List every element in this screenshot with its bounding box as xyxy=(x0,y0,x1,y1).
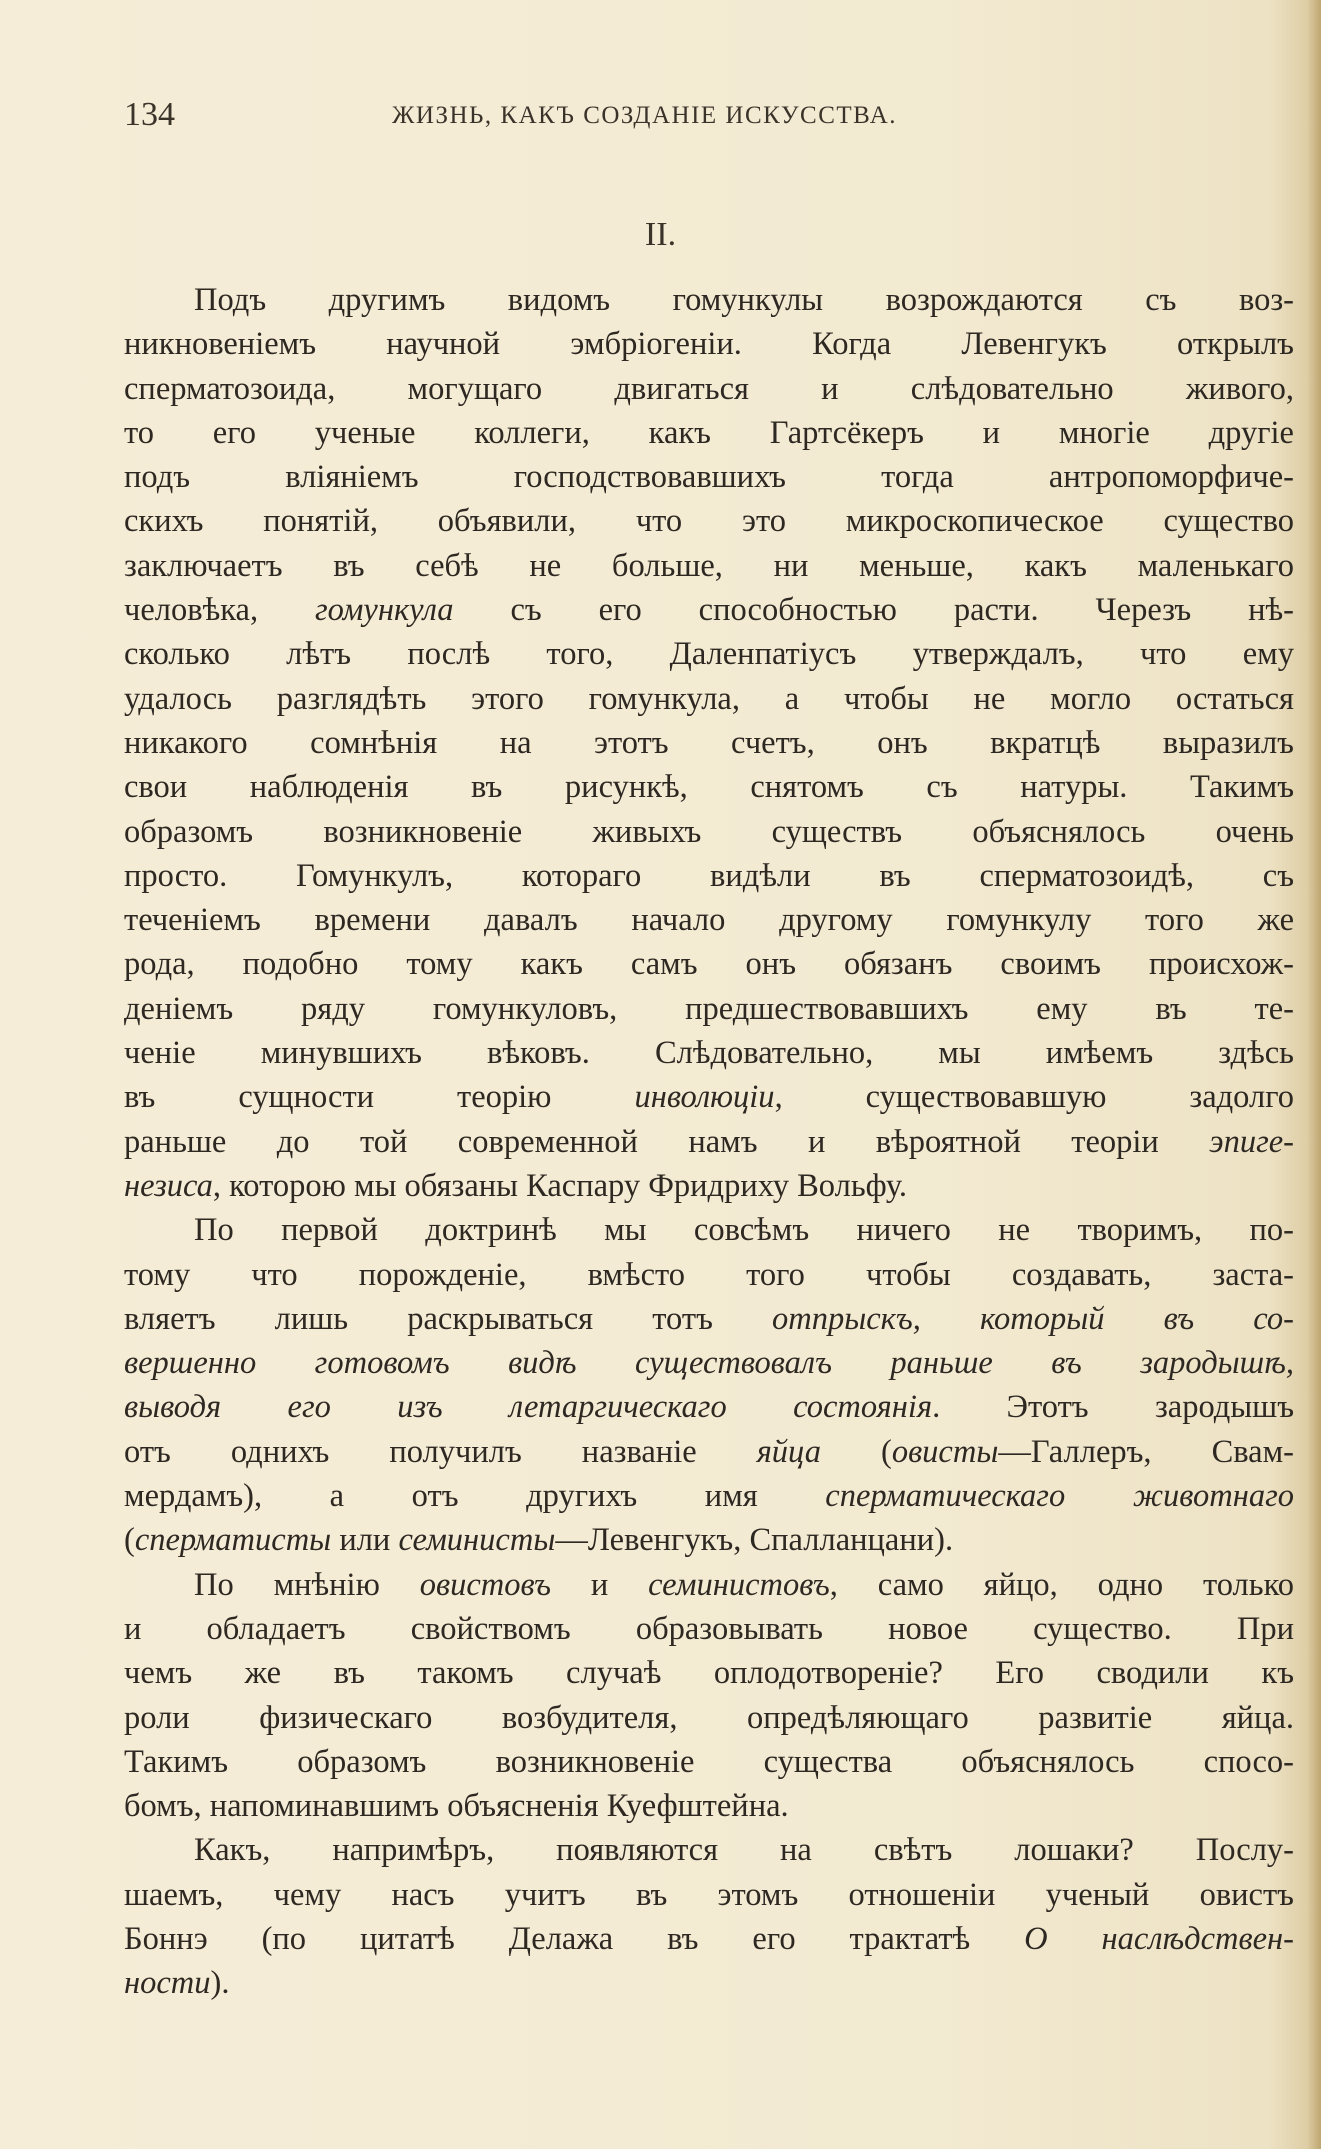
text-run: то его ученые коллеги, какъ Гартсёкеръ и многіе другіе xyxy=(124,414,1294,451)
text-run: деніемъ ряду гомункуловъ, предшествовавшихъ ему въ те- xyxy=(124,990,1294,1027)
text-run: , существовавшую задолго xyxy=(774,1079,1294,1116)
paragraph xyxy=(124,1828,1294,2005)
text-run: или xyxy=(331,1522,399,1559)
text-run: просто. Гомункулъ, котораго видѣли въ сперматозоидѣ, съ xyxy=(124,857,1294,894)
body-text xyxy=(124,278,1294,2006)
text-run: —Галлеръ, Свам- xyxy=(998,1433,1294,1470)
italic-text: семинистовъ xyxy=(648,1566,830,1603)
text-line xyxy=(124,1696,1294,1740)
page-edge-shadow xyxy=(1307,0,1321,2149)
text-run: человѣка, xyxy=(124,592,315,629)
italic-text: ности xyxy=(124,1965,211,2002)
page-number: 134 xyxy=(124,96,175,133)
italic-text: сперматисты xyxy=(134,1522,332,1559)
text-run: —Левенгукъ, Спалланцани). xyxy=(555,1522,954,1559)
text-line xyxy=(124,1784,1294,1828)
text-line xyxy=(124,278,1294,322)
text-run: Какъ, напримѣръ, появляются на свѣтъ лошаки? Послу- xyxy=(194,1832,1294,1869)
text-run: , само яйцо, одно только xyxy=(829,1566,1294,1603)
text-line xyxy=(124,810,1294,854)
paragraph xyxy=(124,1563,1294,1829)
text-run: сперматозоида, могущаго двигаться и слѣдовательно живого, xyxy=(124,370,1294,407)
text-line xyxy=(124,1297,1294,1341)
text-run: подъ вліяніемъ господствовавшихъ тогда антропоморфиче- xyxy=(124,459,1294,496)
text-line xyxy=(124,854,1294,898)
text-line xyxy=(124,1120,1294,1164)
section-number: II. xyxy=(644,216,677,253)
text-line xyxy=(124,1164,1294,1208)
text-line xyxy=(124,499,1294,543)
text-run: . Этотъ зародышъ xyxy=(932,1389,1294,1426)
text-run: ). xyxy=(210,1965,230,2002)
text-run: заключаетъ въ себѣ не больше, ни меньше, какъ маленькаго xyxy=(124,547,1294,584)
text-run: ченіе минувшихъ вѣковъ. Слѣдовательно, мы имѣемъ здѣсь xyxy=(124,1035,1294,1072)
text-run: удалось разглядѣть этого гомункула, а чтобы не могло остаться xyxy=(124,680,1294,717)
text-line xyxy=(124,322,1294,366)
text-run: роли физическаго возбудителя, опредѣляющаго развитіе яйца. xyxy=(124,1699,1294,1736)
text-run: Подъ другимъ видомъ гомункулы возрождаются съ воз- xyxy=(194,282,1294,318)
text-line xyxy=(124,1430,1294,1474)
text-run: вляетъ лишь раскрываться тотъ xyxy=(124,1300,773,1337)
text-line xyxy=(124,942,1294,986)
text-line xyxy=(124,677,1294,721)
text-run: отъ однихъ получилъ названіе xyxy=(124,1433,757,1470)
italic-text: сперматическаго животнаго xyxy=(825,1478,1294,1515)
text-line xyxy=(124,1607,1294,1651)
text-run: По мнѣнію xyxy=(194,1566,420,1603)
text-line xyxy=(124,1873,1294,1917)
text-run: тому что порожденіе, вмѣсто того чтобы создавать, заста- xyxy=(124,1256,1294,1293)
text-line xyxy=(124,1341,1294,1385)
italic-text: инволюціи xyxy=(634,1079,775,1116)
text-run: теченіемъ времени давалъ начало другому гомункулу того же xyxy=(124,902,1294,939)
text-line xyxy=(124,1031,1294,1075)
text-line xyxy=(124,1518,1294,1562)
text-line xyxy=(124,1961,1294,2005)
text-run: и xyxy=(551,1566,649,1603)
text-line xyxy=(124,1208,1294,1252)
text-run: шаемъ, чему насъ учитъ въ этомъ отношеніи ученый овистъ xyxy=(124,1876,1294,1913)
text-line xyxy=(124,455,1294,499)
text-run: мердамъ), а отъ другихъ имя xyxy=(124,1478,826,1515)
text-line xyxy=(124,1740,1294,1784)
text-line xyxy=(124,1917,1294,1961)
text-line xyxy=(124,411,1294,455)
running-title: ЖИЗНЬ, КАКЪ СОЗДАНІЕ ИСКУССТВА. xyxy=(392,102,898,129)
text-run: раньше до той современной намъ и вѣроятной теоріи xyxy=(124,1123,1210,1160)
text-run: свои наблюденія въ рисункѣ, снятомъ съ натуры. Такимъ xyxy=(124,769,1294,806)
text-line xyxy=(124,1385,1294,1429)
italic-text: вершенно готовомъ видѣ существовалъ раньше въ зародышѣ, xyxy=(124,1345,1294,1382)
text-run: образомъ возникновеніе живыхъ существъ объяснялось очень xyxy=(124,813,1294,850)
paragraph xyxy=(124,1208,1294,1562)
paragraph xyxy=(124,278,1294,1208)
text-line xyxy=(124,632,1294,676)
text-run: По первой доктринѣ мы совсѣмъ ничего не творимъ, по- xyxy=(194,1212,1294,1249)
italic-text: незиса xyxy=(124,1167,213,1204)
italic-text: выводя его изъ летаргическаго состоянія xyxy=(124,1389,933,1426)
italic-text: гомункула xyxy=(314,592,454,629)
text-run: Такимъ образомъ возникновеніе существа объяснялось спосо- xyxy=(124,1743,1294,1780)
text-line xyxy=(124,721,1294,765)
text-line xyxy=(124,367,1294,411)
text-run: скихъ понятій, объявили, что это микроскопическое существо xyxy=(124,503,1294,540)
text-run: никакого сомнѣнія на этотъ счетъ, онъ вкратцѣ выразилъ xyxy=(124,724,1294,761)
text-line xyxy=(124,1651,1294,1695)
italic-text: овистовъ xyxy=(419,1566,552,1603)
text-run: бомъ, напоминавшимъ объясненія Куефштейна. xyxy=(124,1788,789,1825)
text-line xyxy=(124,1828,1294,1872)
text-run: рода, подобно тому какъ самъ онъ обязанъ своимъ происхож- xyxy=(124,946,1294,983)
text-line xyxy=(124,544,1294,588)
italic-text: овисты xyxy=(891,1433,999,1470)
text-run: ( xyxy=(820,1433,892,1470)
italic-text: эпиге- xyxy=(1209,1123,1294,1160)
text-line xyxy=(124,1075,1294,1119)
italic-text: отпрыскъ, который въ со- xyxy=(772,1300,1294,1337)
page-header xyxy=(124,96,1304,142)
text-run: сколько лѣтъ послѣ того, Даленпатіусъ утверждалъ, что ему xyxy=(124,636,1294,673)
text-run: никновеніемъ научной эмбріогеніи. Когда Левенгукъ открылъ xyxy=(124,326,1294,363)
text-run: въ сущности теорію xyxy=(124,1079,635,1116)
text-line xyxy=(124,987,1294,1031)
text-line xyxy=(124,898,1294,942)
text-run: , которою мы обязаны Каспару Фридриху Вольфу. xyxy=(212,1167,908,1204)
italic-text: семинисты xyxy=(398,1522,556,1559)
text-run: ( xyxy=(124,1522,135,1559)
italic-text: яйца xyxy=(756,1433,821,1470)
text-line xyxy=(124,1474,1294,1518)
text-line xyxy=(124,1563,1294,1607)
text-run: и обладаетъ свойствомъ образовывать новое существо. При xyxy=(124,1610,1294,1647)
text-run: съ его способностью расти. Черезъ нѣ- xyxy=(453,592,1294,629)
text-line xyxy=(124,588,1294,632)
text-line xyxy=(124,765,1294,809)
text-run: чемъ же въ такомъ случаѣ оплодотвореніе? Его сводили къ xyxy=(124,1655,1294,1692)
text-run: Боннэ (по цитатѣ Делажа въ его трактатѣ xyxy=(124,1920,1025,1957)
italic-text: О наслѣдствен- xyxy=(1024,1920,1294,1957)
text-line xyxy=(124,1253,1294,1297)
